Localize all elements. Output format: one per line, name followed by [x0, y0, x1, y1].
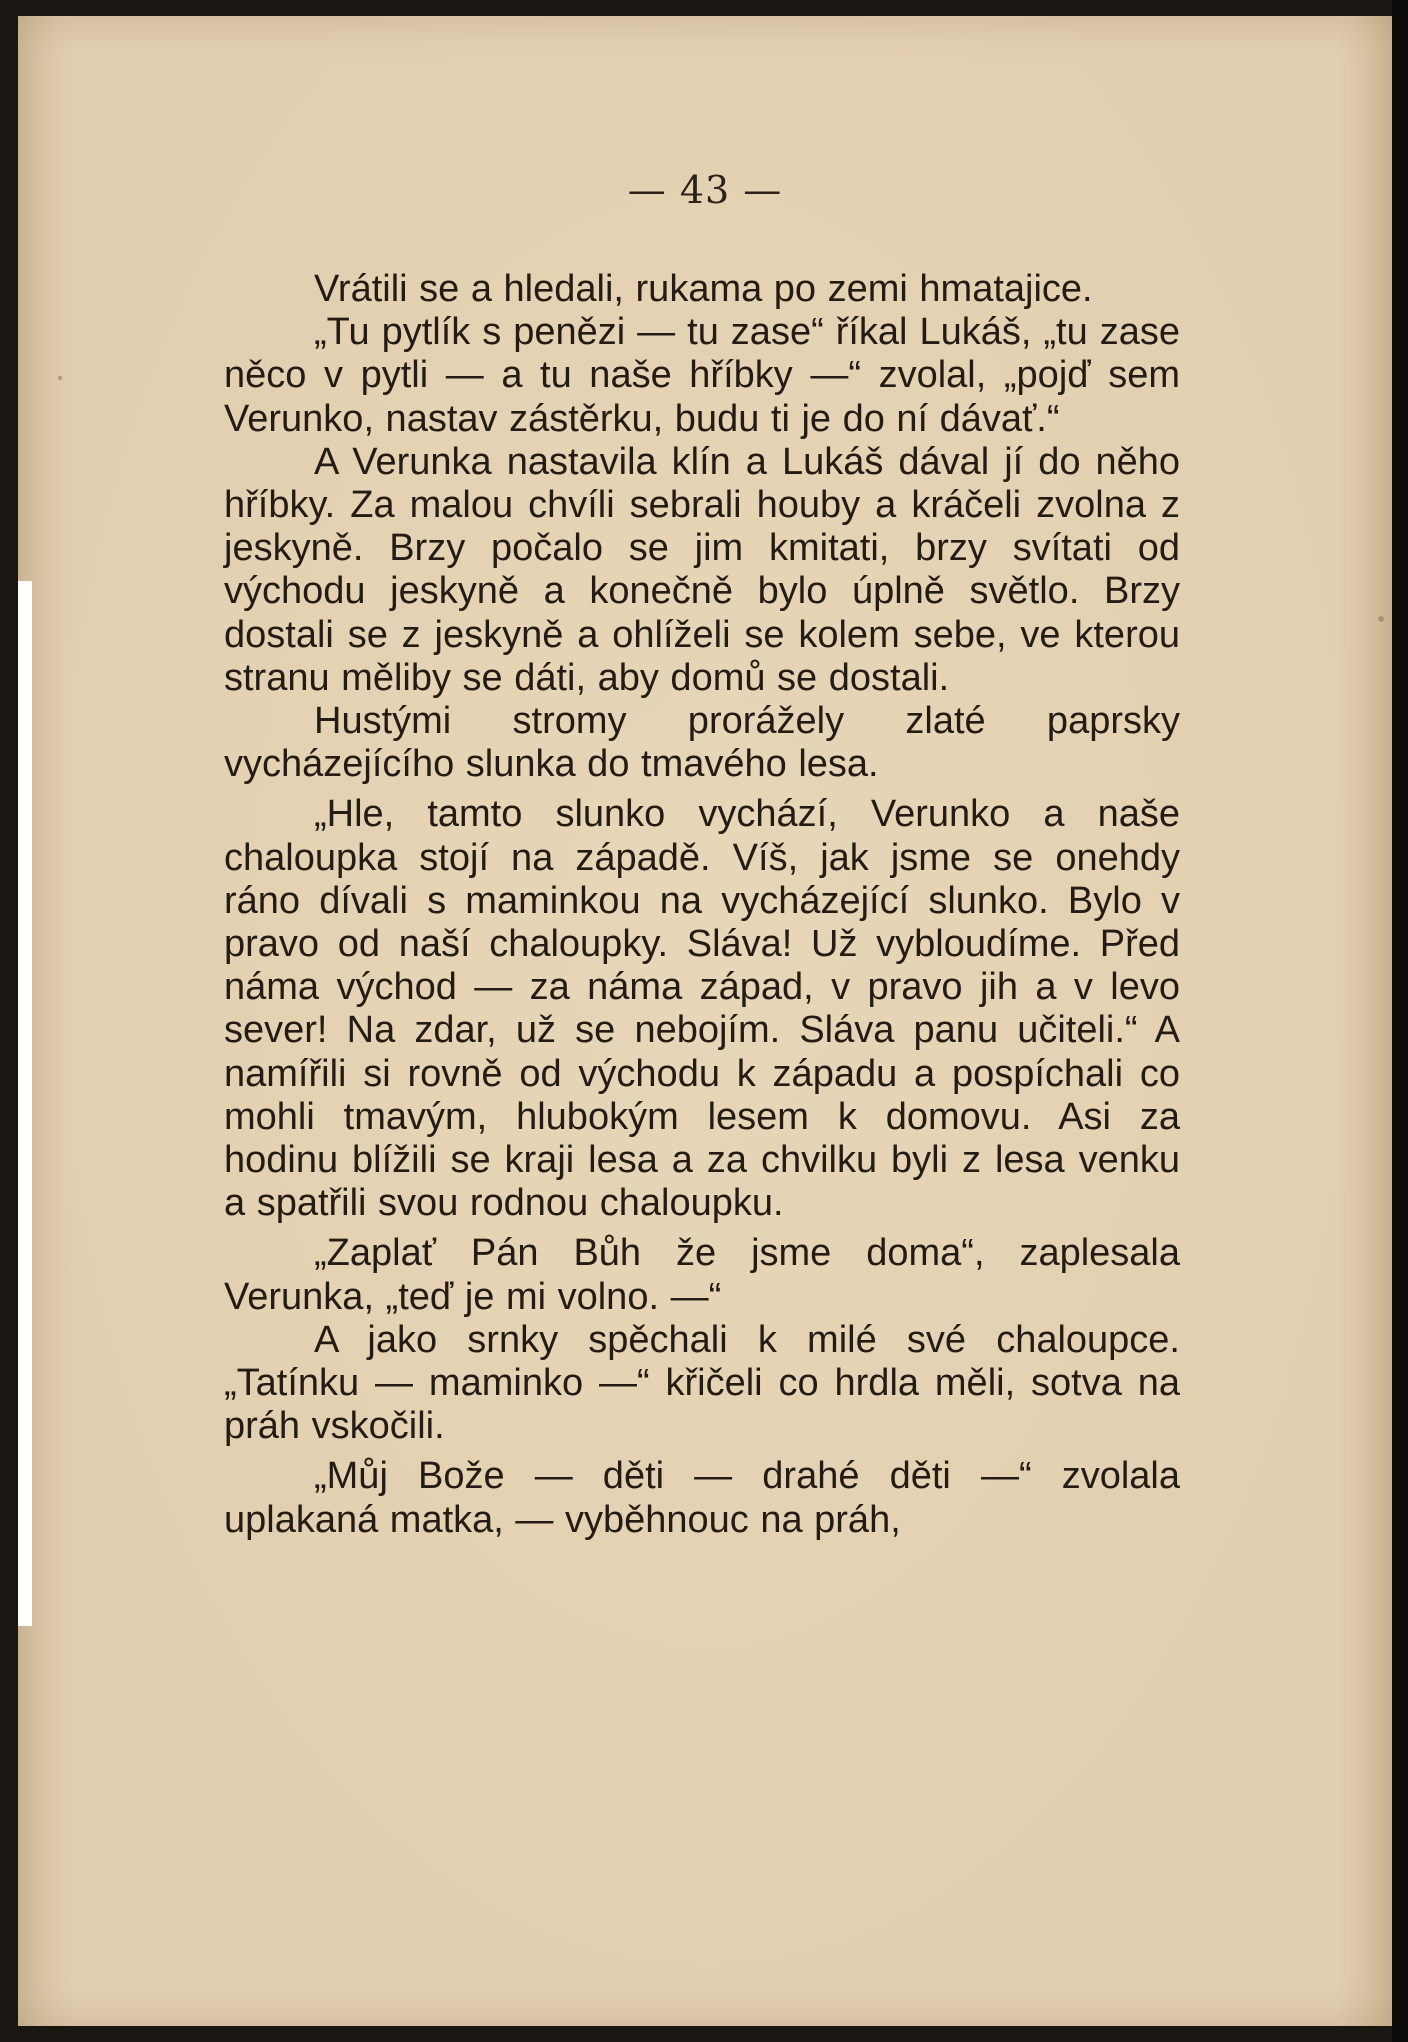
paragraph: A Verunka nastavila klín a Lukáš dával jí do něho hříbky. Za malou chvíli sebrali houby a kráčeli zvolna z jeskyně. Brzy počalo se jim kmitati, brzy svítati od východu jeskyně a konečně bylo úplně světlo. Brzy dostali se z jeskyně a ohlíželi se kolem sebe, ve kterou stranu měliby se dáti, aby domů se dostali.	[224, 440, 1180, 699]
paragraph: „Hle, tamto slunko vychází, Verunko a naše chaloupka stojí na západě. Víš, jak jsme se onehdy ráno dívali s maminkou na vycházející slunko. Bylo v pravo od naší chaloupky. Sláva! Už vybloudíme. Před náma východ — za náma západ, v pravo jih a v levo sever! Na zdar, už se nebojím. Sláva panu učiteli.“ A namířili si rovně od východu k západu a pospíchali co mohli tmavým, hlubokým lesem k domovu. Asi za hodinu blížili se kraji lesa a za chvilku byli z lesa venku a spatřili svou rodnou chaloupku.	[224, 793, 1180, 1225]
paragraph: Hustými stromy prorážely zlaté paprsky vycházejícího slunka do tmavého lesa.	[224, 700, 1180, 786]
paper-speck	[58, 376, 62, 380]
paragraph: „Tu pytlík s penězi — tu zase“ říkal Lukáš, „tu zase něco v pytli — a tu naše hříbky —“ zvolal, „pojď sem Verunko, nastav zástěrku, budu ti je do ní dávať.“	[224, 311, 1180, 440]
page-edge-right	[1392, 0, 1408, 2042]
paragraph: „Zaplať Pán Bůh že jsme doma“, zaplesala Verunka, „teď je mi volno. —“	[224, 1232, 1180, 1318]
page-edge-left	[18, 581, 32, 1626]
paragraph: Vrátili se a hledali, rukama po zemi hmatajice.	[314, 268, 1093, 310]
paragraph: A jako srnky spěchali k milé své chaloupce. „Tatínku — maminko —“ křičeli co hrdla měli, sotva na práh vskočili.	[224, 1318, 1180, 1448]
paragraph: „Můj Bože — děti — drahé děti —“ zvolala uplakaná matka, — vyběhnouc na práh,	[224, 1455, 1180, 1541]
page-number: — 43 —	[627, 168, 783, 212]
paper-speck	[1378, 616, 1384, 622]
body-text	[224, 268, 1180, 1542]
book-page	[18, 16, 1392, 2026]
